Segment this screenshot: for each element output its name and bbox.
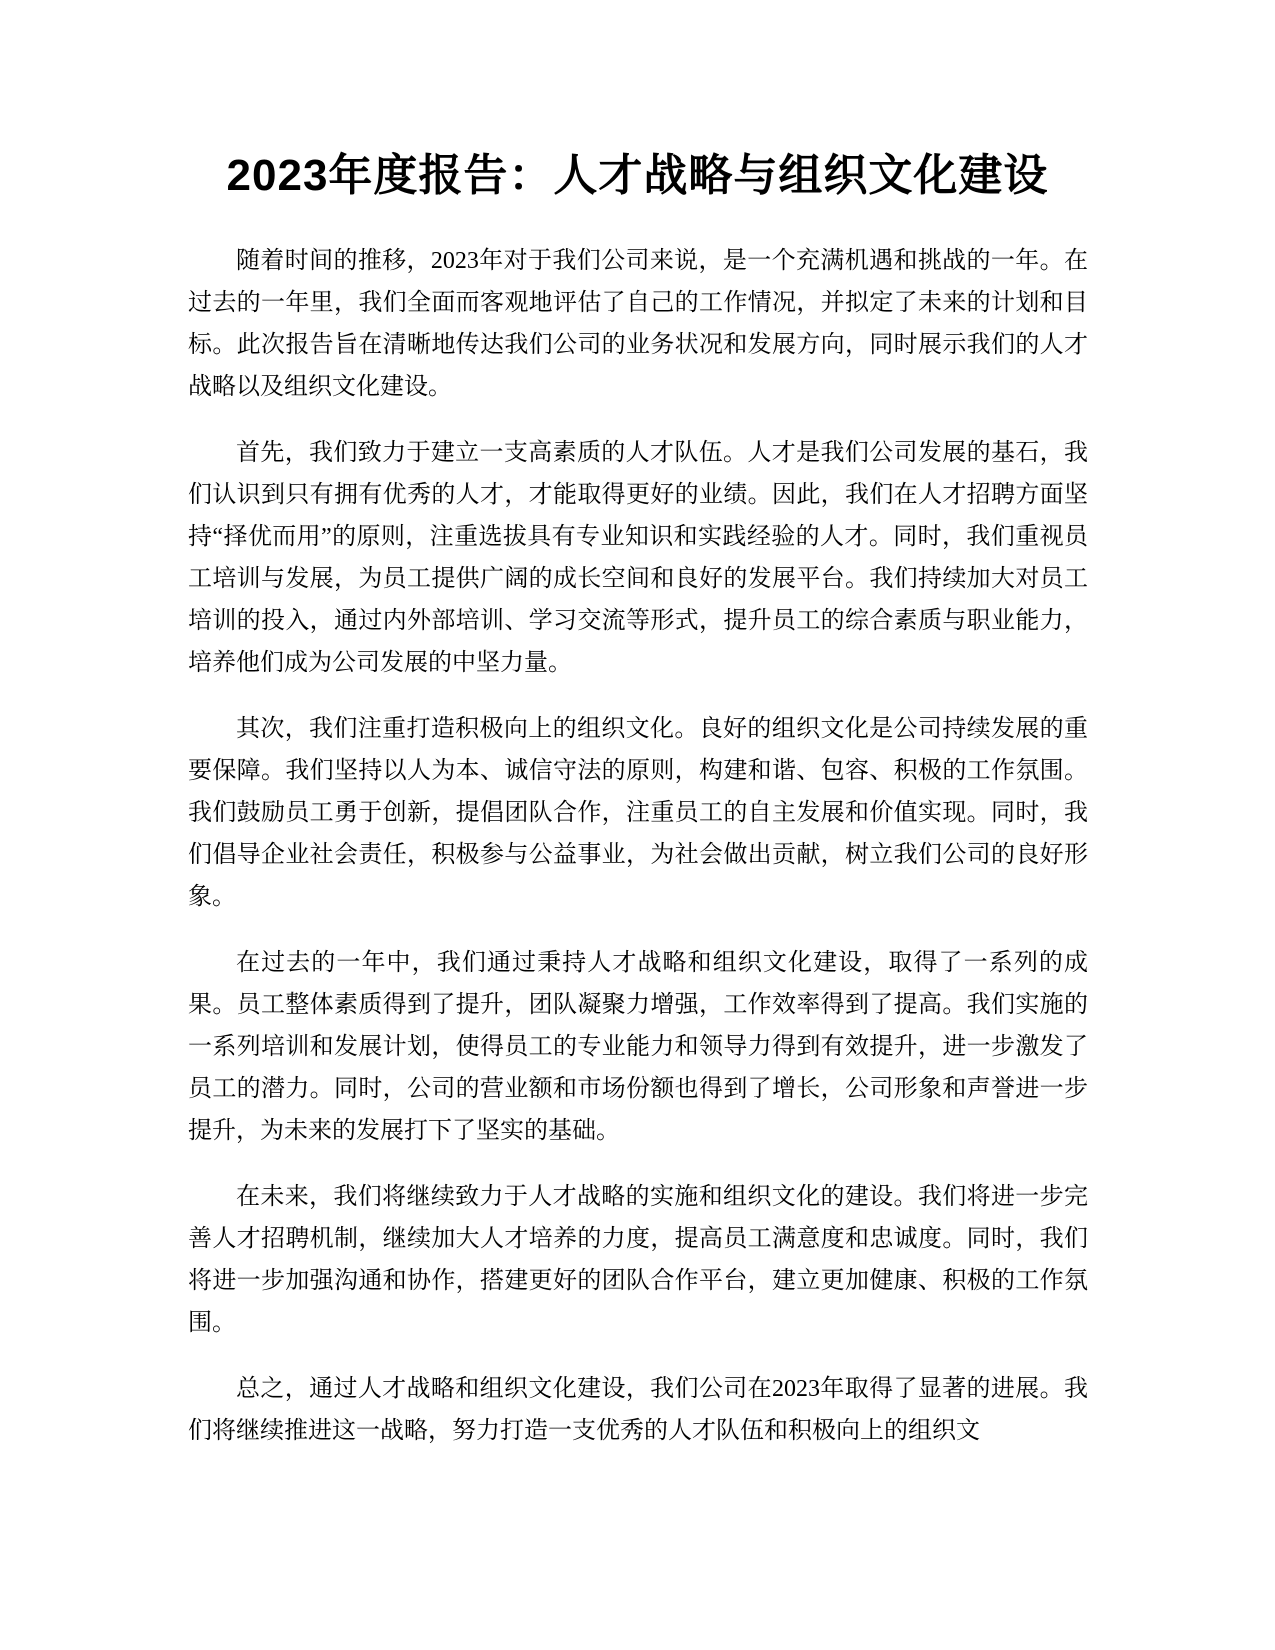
paragraph-org-culture: 其次，我们注重打造积极向上的组织文化。良好的组织文化是公司持续发展的重要保障。我们坚持以人为本、诚信守法的原则，构建和谐、包容、积极的工作氛围。我们鼓励员工勇于创新，提倡团队合作，注重员工的自主发展和价值实现。同时，我们倡导企业社会责任，积极参与公益事业，为社会做出贡献，树立我们公司的良好形象。 <box>188 716 1088 910</box>
paragraph-intro: 随着时间的推移，2023年对于我们公司来说，是一个充满机遇和挑战的一年。在过去的一年里，我们全面而客观地评估了自己的工作情况，并拟定了未来的计划和目标。此次报告旨在清晰地传达我们公司的业务状况和发展方向，同时展示我们的人才战略以及组织文化建设。 <box>188 248 1088 400</box>
paragraph-achievements: 在过去的一年中，我们通过秉持人才战略和组织文化建设，取得了一系列的成果。员工整体素质得到了提升，团队凝聚力增强，工作效率得到了提高。我们实施的一系列培训和发展计划，使得员工的专业能力和领导力得到有效提升，进一步激发了员工的潜力。同时，公司的营业额和市场份额也得到了增长，公司形象和声誉进一步提升，为未来的发展打下了坚实的基础。 <box>188 950 1088 1144</box>
document-body <box>188 240 1088 1476</box>
paragraph-talent-team: 首先，我们致力于建立一支高素质的人才队伍。人才是我们公司发展的基石，我们认识到只有拥有优秀的人才，才能取得更好的业绩。因此，我们在人才招聘方面坚持“择优而用”的原则，注重选拔具有专业知识和实践经验的人才。同时，我们重视员工培训与发展，为员工提供广阔的成长空间和良好的发展平台。我们持续加大对员工培训的投入，通过内外部培训、学习交流等形式，提升员工的综合素质与职业能力，培养他们成为公司发展的中坚力量。 <box>188 440 1088 676</box>
paragraph-future-plans: 在未来，我们将继续致力于人才战略的实施和组织文化的建设。我们将进一步完善人才招聘机制，继续加大人才培养的力度，提高员工满意度和忠诚度。同时，我们将进一步加强沟通和协作，搭建更好的团队合作平台，建立更加健康、积极的工作氛围。 <box>188 1184 1088 1336</box>
paragraph-conclusion: 总之，通过人才战略和组织文化建设，我们公司在2023年取得了显著的进展。我们将继续推进这一战略，努力打造一支优秀的人才队伍和积极向上的组织文 <box>188 1376 1088 1444</box>
document-title: 2023年度报告：人才战略与组织文化建设 <box>226 151 1049 200</box>
